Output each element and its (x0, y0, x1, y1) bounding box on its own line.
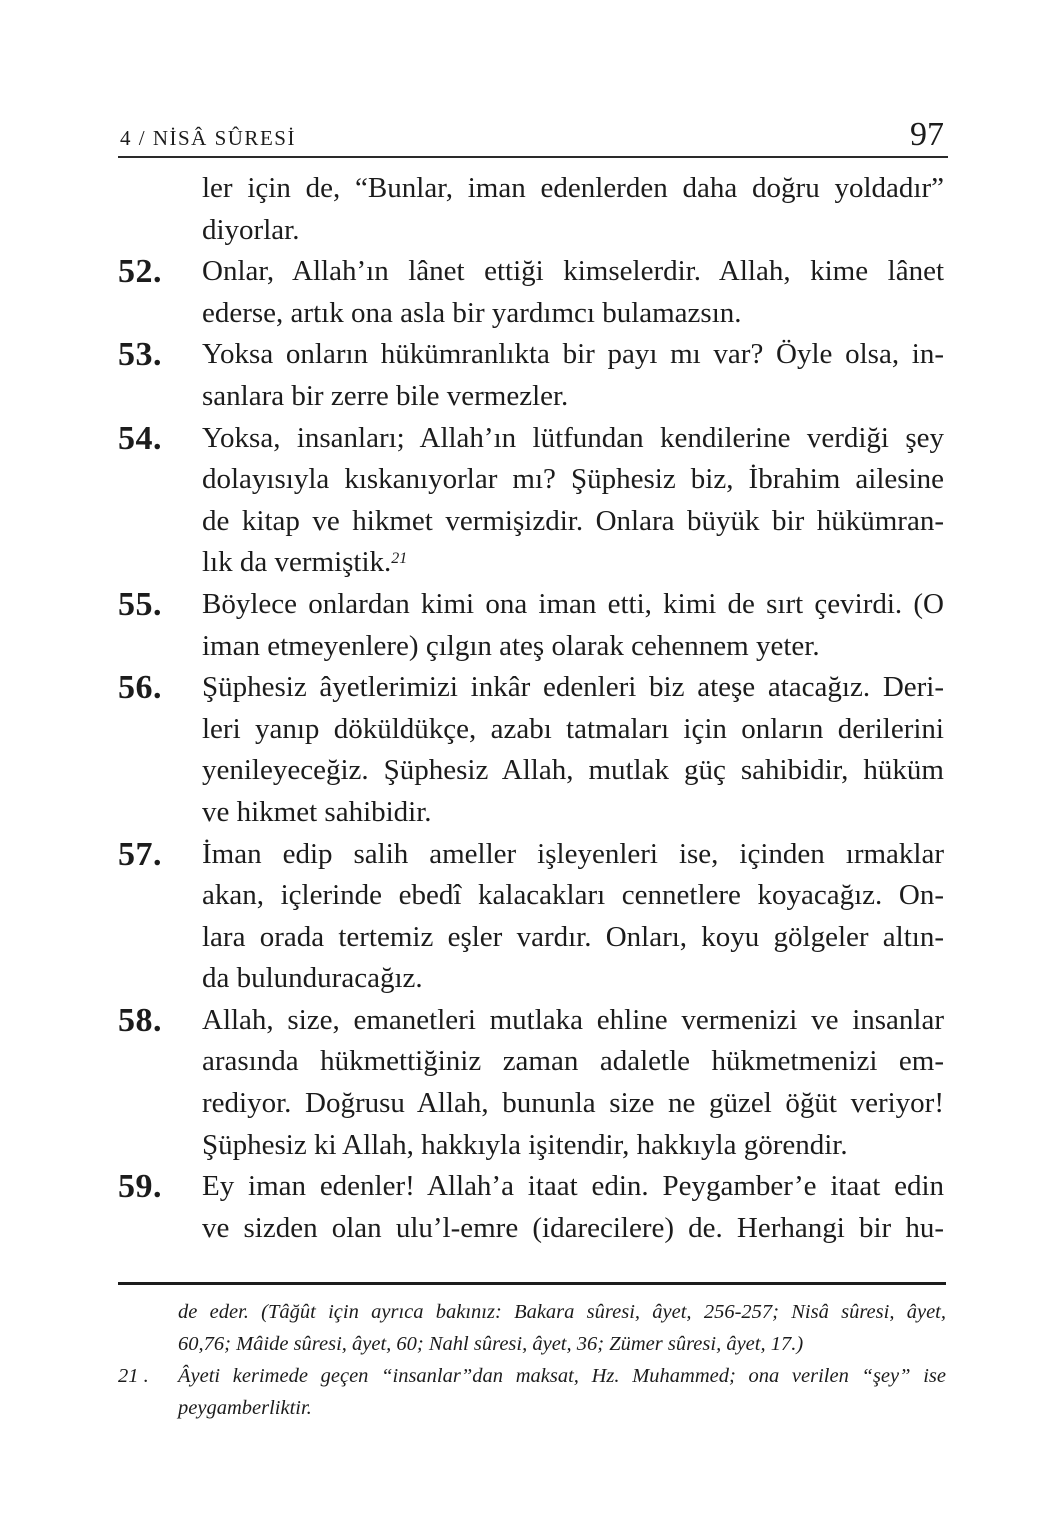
verse-text: ve hikmet sahibidir. (202, 795, 432, 828)
verse-line (118, 459, 944, 501)
verse-text: da bulunduracağız. (202, 962, 423, 995)
verse-text: diyorlar. (202, 213, 300, 246)
verse-line (118, 917, 944, 959)
verse-line (118, 168, 944, 210)
verse-line (118, 418, 944, 460)
footnote-line (118, 1328, 946, 1360)
verse-text: akan, içlerinde ebedî kalacakları cennetlere koyacağız. On- (202, 879, 944, 912)
verse-text: iman etmeyenlere) çılgın ateş olarak cehennem yeter. (202, 629, 820, 662)
footnote-line (118, 1360, 946, 1392)
verse-line (118, 376, 944, 418)
verse-line (118, 875, 944, 917)
verse-list (118, 168, 944, 1249)
verse-line (118, 251, 944, 293)
footnote-line (118, 1296, 946, 1328)
verse-text: arasında hükmettiğiniz zaman adaletle hükmetmenizi em- (202, 1045, 944, 1078)
verse-text: Allah, size, emanetleri mutlaka ehline vermenizi ve insanlar (202, 1003, 944, 1036)
verse-text: de kitap ve hikmet vermişizdir. Onlara büyük bir hükümran- (202, 504, 944, 537)
verse-line (118, 626, 944, 668)
verse-text: Şüphesiz âyetlerimizi inkâr edenleri biz ateşe atacağız. Deri- (202, 671, 944, 704)
verse-line (118, 834, 944, 876)
verse-text: yenileyeceğiz. Şüphesiz Allah, mutlak güç sahibidir, hüküm (202, 754, 944, 787)
verse-line (118, 584, 944, 626)
verse-text: Yoksa onların hükümranlıkta bir payı mı var? Öyle olsa, in- (202, 338, 944, 371)
verse-line (118, 501, 944, 543)
verse-line (118, 210, 944, 252)
footnote-text: 60,76; Mâide sûresi, âyet, 60; Nahl sûresi, âyet, 36; Zümer sûresi, âyet, 17.) (178, 1333, 804, 1355)
verse-number: 58. (118, 1001, 162, 1039)
verse-line (118, 542, 944, 584)
running-title: 4 / NİSÂ SÛRESİ (120, 126, 296, 150)
verse-text: İman edip salih ameller işleyenleri ise, içinden ırmaklar (202, 837, 944, 870)
verse-text: Yoksa, insanları; Allah’ın lütfundan kendilerine verdiği şey (202, 421, 944, 454)
verse-line (118, 1083, 944, 1125)
verse-number: 57. (118, 835, 162, 873)
running-header (118, 108, 948, 158)
verse-number: 59. (118, 1168, 162, 1206)
footnote-text: de eder. (Tâğût için ayrıca bakınız: Bakara sûresi, âyet, 256-257; Nisâ sûresi, âyet, (178, 1301, 946, 1323)
verse-line (118, 1000, 944, 1042)
verse-text: lara orada tertemiz eşler vardır. Onları, koyu gölgeler altın- (202, 920, 944, 953)
verse-text: ederse, artık ona asla bir yardımcı bulamazsın. (202, 296, 742, 329)
verse-text: rediyor. Doğrusu Allah, bununla size ne güzel öğüt veriyor! (202, 1087, 944, 1120)
footnotes (118, 1296, 946, 1424)
footnote-line (118, 1392, 946, 1424)
verse-number: 55. (118, 585, 162, 623)
verse-text: ve sizden olan ulu’l-emre (idarecilere) de. Herhangi bir hu- (202, 1211, 944, 1244)
verse-line (118, 709, 944, 751)
verse-text: Şüphesiz ki Allah, hakkıyla işitendir, hakkıyla görendir. (202, 1128, 848, 1161)
footnote-ref: 21 (391, 550, 408, 568)
footnote-rule (118, 1282, 946, 1285)
verse-text: Ey iman edenler! Allah’a itaat edin. Peygamber’e itaat edin (202, 1170, 944, 1203)
footnote-text: peygamberliktir. (178, 1397, 312, 1419)
verse-line (118, 1125, 944, 1167)
verse-line (118, 1041, 944, 1083)
verse-line (118, 1208, 944, 1250)
page-number: 97 (910, 116, 944, 153)
verse-number: 53. (118, 336, 162, 374)
footnote-number: 21 . (118, 1365, 149, 1387)
verse-text: Onlar, Allah’ın lânet ettiği kimselerdir. Allah, kime lânet (202, 255, 944, 288)
verse-line (118, 667, 944, 709)
verse-number: 52. (118, 253, 162, 291)
verse-text: lık da vermiştik.$^{21}$ (202, 546, 408, 579)
verse-number: 54. (118, 419, 162, 457)
verse-text: Böylece onlardan kimi ona iman etti, kimi de sırt çevirdi. (O (202, 587, 944, 620)
verse-text: sanlara bir zerre bile vermezler. (202, 379, 569, 412)
verse-line (118, 293, 944, 335)
verse-number: 56. (118, 669, 162, 707)
verse-line (118, 750, 944, 792)
verse-line (118, 792, 944, 834)
verse-line (118, 334, 944, 376)
footnote-text: Âyeti kerimede geçen “insanlar”dan maksat, Hz. Muhammed; ona verilen “şey” ise (178, 1365, 946, 1387)
verse-line (118, 958, 944, 1000)
verse-line (118, 1166, 944, 1208)
verse-text: dolayısıyla kıskanıyorlar mı? Şüphesiz biz, İbrahim ailesine (202, 463, 944, 496)
verse-text: leri yanıp döküldükçe, azabı tatmaları için onların derilerini (202, 712, 944, 745)
verse-text: ler için de, “Bunlar, iman edenlerden daha doğru yoldadır” (202, 172, 944, 204)
